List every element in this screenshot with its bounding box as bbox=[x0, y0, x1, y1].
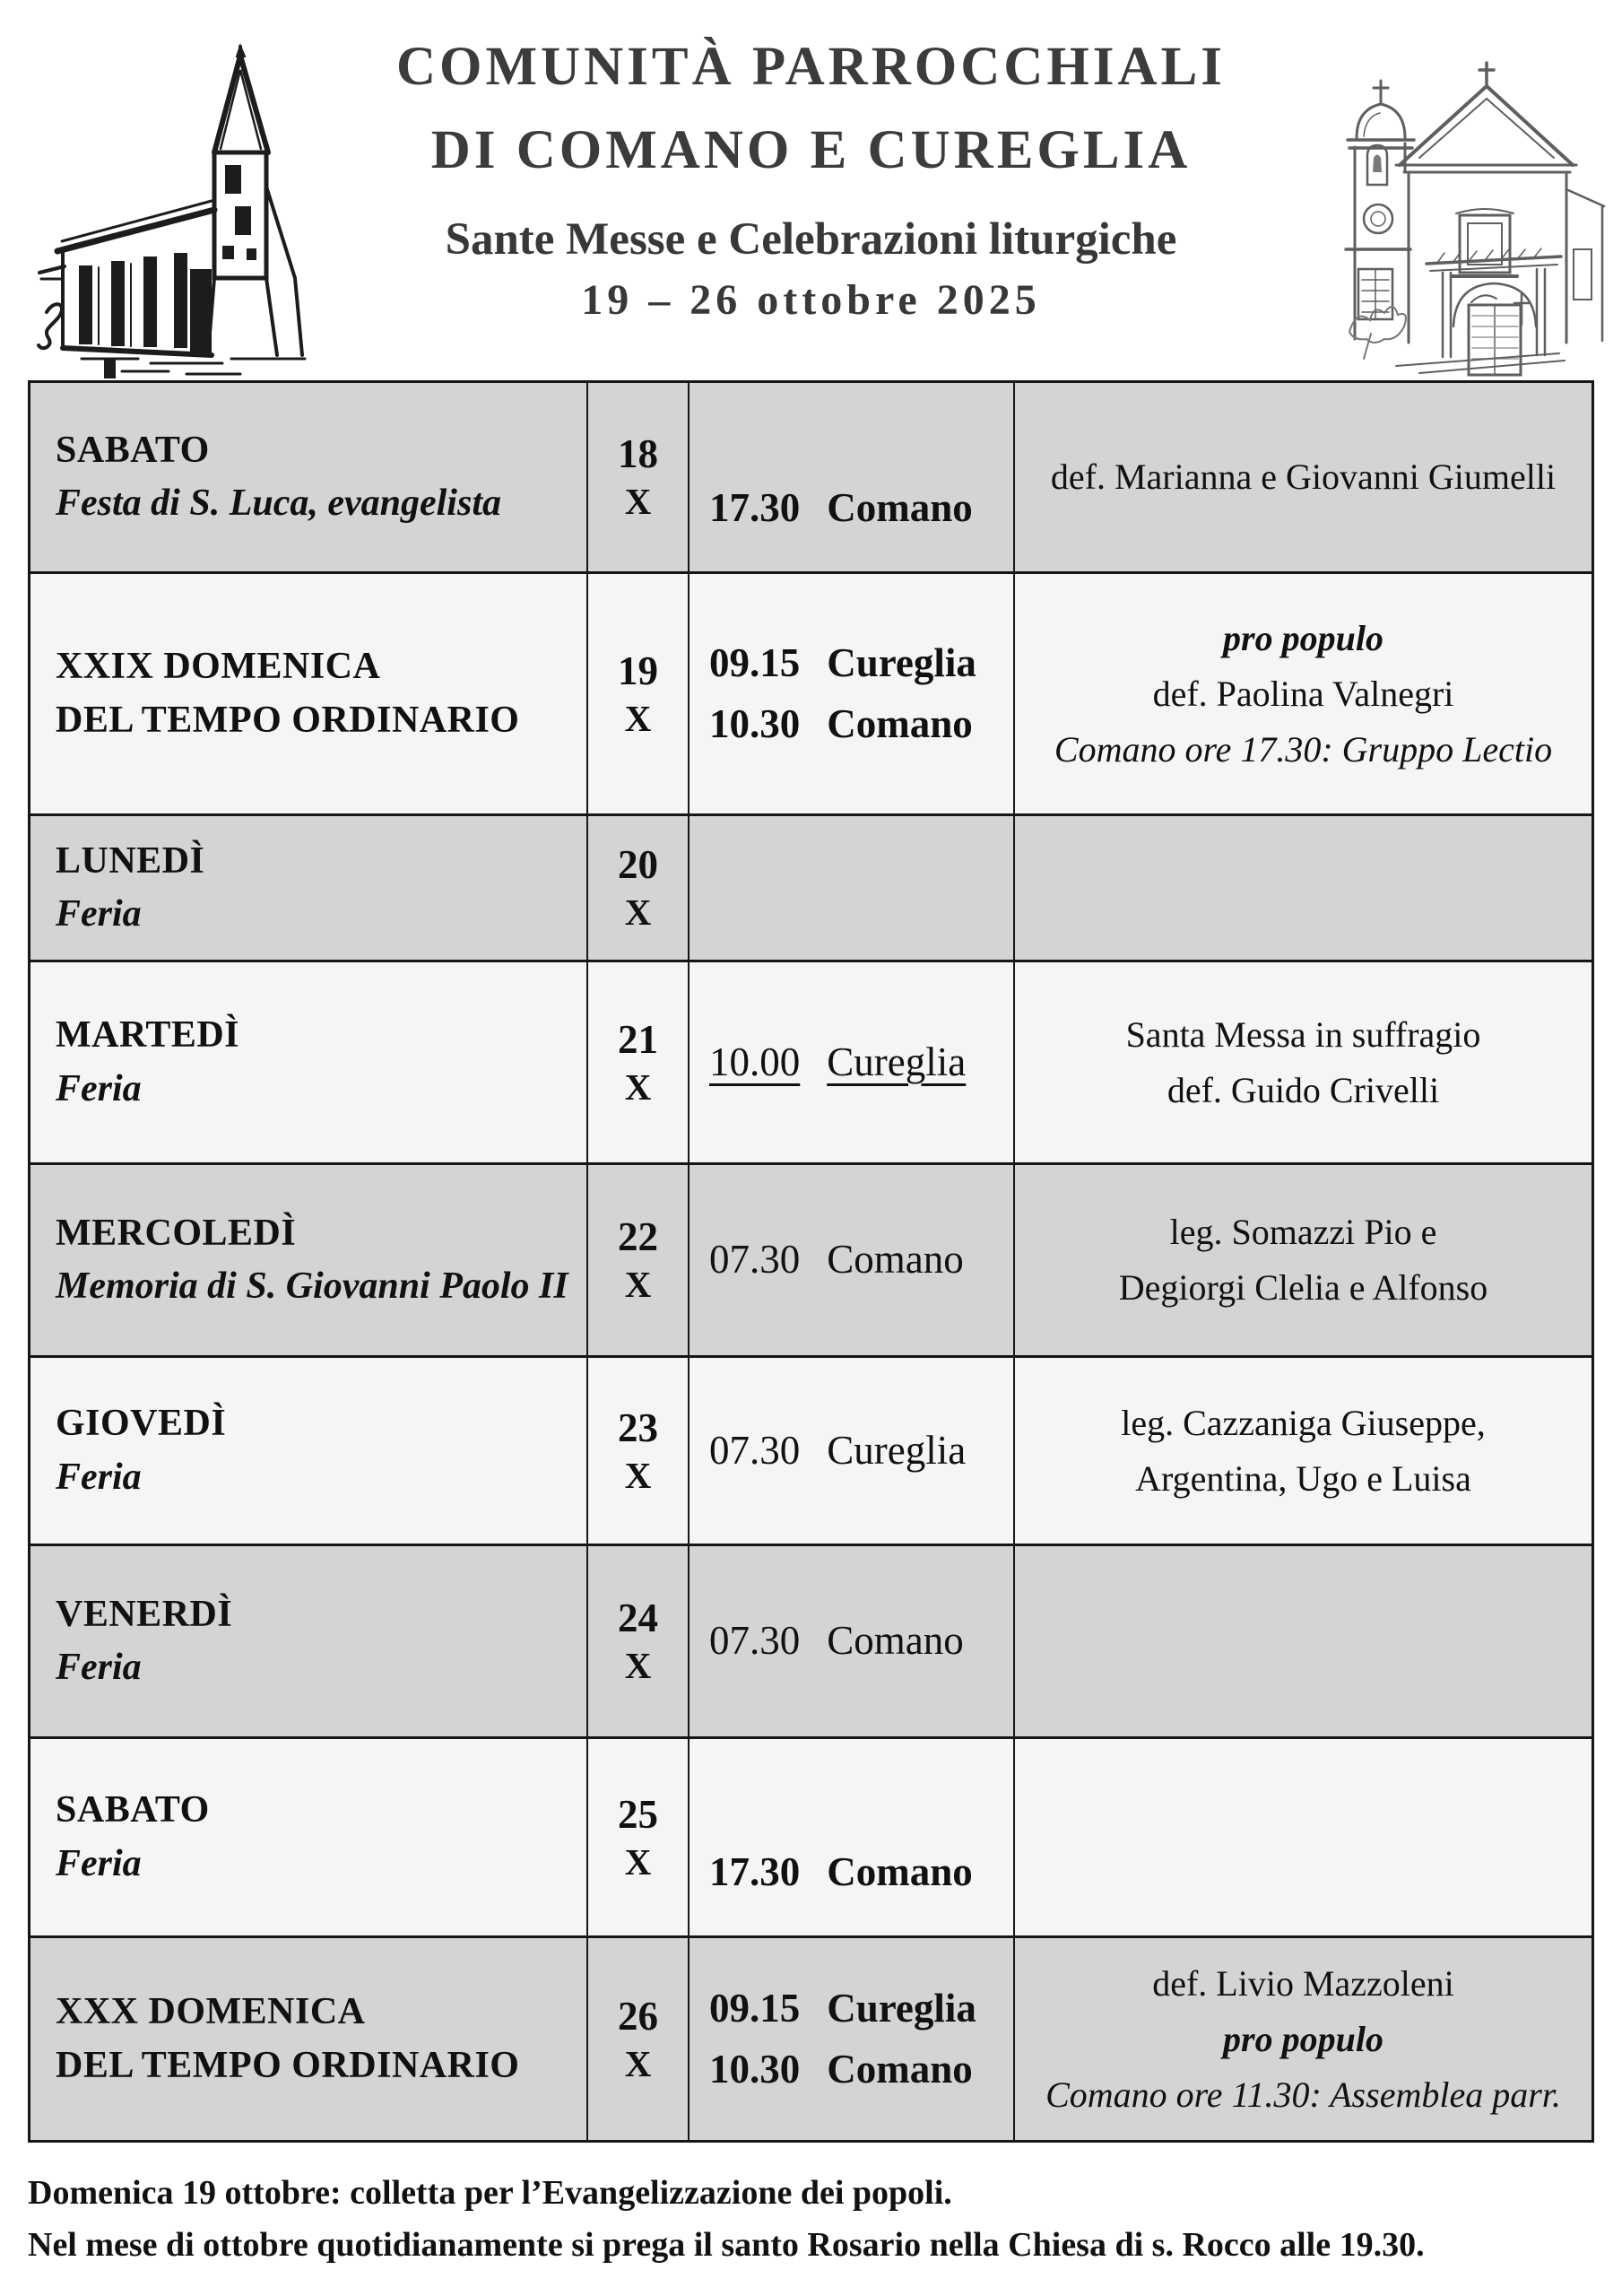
feast-name: Feria bbox=[56, 1067, 142, 1109]
intention-line: Argentina, Ugo e Luisa bbox=[1135, 1457, 1471, 1499]
intention-line: Comano ore 11.30: Assemblea parr. bbox=[1045, 2074, 1561, 2115]
church-sketch-left-icon bbox=[32, 43, 312, 382]
date-month-roman: X bbox=[624, 2042, 652, 2084]
mass-time bbox=[709, 486, 973, 531]
day-name: MARTEDÌ bbox=[56, 1014, 240, 1057]
mass-hour: 10.30 bbox=[709, 2046, 801, 2092]
table-row bbox=[30, 1938, 1592, 2140]
date-month-roman: X bbox=[624, 1264, 652, 1305]
day-cell bbox=[30, 1165, 588, 1355]
date-month-roman: X bbox=[624, 1840, 652, 1883]
mass-time bbox=[709, 1238, 964, 1283]
date-cell bbox=[588, 1739, 690, 1935]
mass-times-cell bbox=[690, 962, 1015, 1162]
intention-line: leg. Somazzi Pio e bbox=[1169, 1212, 1437, 1252]
table-row bbox=[30, 574, 1592, 816]
day-cell bbox=[30, 1739, 588, 1935]
mass-time bbox=[709, 641, 976, 686]
table-row bbox=[30, 383, 1592, 574]
mass-time bbox=[709, 1619, 964, 1664]
mass-place: Comano bbox=[827, 1848, 973, 1894]
mass-place: Cureglia bbox=[827, 1427, 967, 1473]
mass-time bbox=[709, 1850, 973, 1895]
page-title-line1: COMUNITÀ PARROCCHIALI bbox=[395, 37, 1226, 97]
intention-line: pro populo bbox=[1223, 2018, 1383, 2059]
date-number: 18 bbox=[618, 431, 658, 476]
date-number: 24 bbox=[618, 1596, 658, 1640]
day-name: SABATO bbox=[56, 1789, 210, 1831]
mass-place: Cureglia bbox=[827, 640, 976, 685]
intention-line: def. Guido Crivelli bbox=[1167, 1069, 1440, 1110]
mass-place: Cureglia bbox=[827, 1039, 967, 1084]
mass-times-cell bbox=[690, 1546, 1015, 1736]
table-row bbox=[30, 962, 1592, 1165]
mass-hour: 07.30 bbox=[709, 1237, 801, 1283]
day-name: LUNEDÌ bbox=[56, 839, 205, 882]
day-cell bbox=[30, 1938, 588, 2140]
day-name: SABATO bbox=[56, 429, 210, 471]
day-cell bbox=[30, 816, 588, 960]
schedule-table bbox=[28, 380, 1594, 2143]
date-number: 26 bbox=[618, 1993, 658, 2039]
date-month-roman: X bbox=[624, 1065, 652, 1108]
mass-times-cell bbox=[690, 816, 1015, 960]
footer-note-rosary: Nel mese di ottobre quotidianamente si prega il santo Rosario nella Chiesa di s. Rocco alle 19.30. bbox=[28, 2225, 1425, 2264]
day-cell bbox=[30, 383, 588, 571]
mass-times-cell bbox=[690, 1165, 1015, 1355]
footer-notes bbox=[28, 2168, 1594, 2272]
intentions-cell bbox=[1015, 1739, 1592, 1935]
intentions-cell bbox=[1015, 1358, 1592, 1544]
mass-times-cell bbox=[690, 574, 1015, 813]
mass-place: Comano bbox=[827, 700, 973, 746]
mass-time bbox=[709, 702, 973, 747]
mass-time bbox=[709, 2048, 973, 2092]
day-cell bbox=[30, 574, 588, 813]
date-cell bbox=[588, 1165, 690, 1355]
date-month-roman: X bbox=[624, 697, 652, 739]
feast-name: Festa di S. Luca, evangelista bbox=[56, 483, 501, 524]
church-sketch-right-icon bbox=[1337, 54, 1606, 377]
mass-place: Comano bbox=[827, 484, 973, 530]
day-cell bbox=[30, 1358, 588, 1544]
table-row bbox=[30, 816, 1592, 962]
intention-line: Degiorgi Clelia e Alfonso bbox=[1118, 1267, 1488, 1308]
title-block bbox=[318, 0, 1304, 322]
mass-hour: 07.30 bbox=[709, 1427, 801, 1473]
table-row bbox=[30, 1358, 1592, 1546]
date-cell bbox=[588, 1546, 690, 1736]
mass-time bbox=[709, 1040, 966, 1085]
day-cell bbox=[30, 962, 588, 1162]
intentions-cell bbox=[1015, 962, 1592, 1162]
date-cell bbox=[588, 816, 690, 960]
feast-name: Feria bbox=[56, 1842, 142, 1884]
date-month-roman: X bbox=[624, 481, 652, 522]
mass-time bbox=[709, 1987, 976, 2031]
mass-place: Comano bbox=[827, 2046, 973, 2092]
mass-place: Comano bbox=[827, 1618, 964, 1664]
date-month-roman: X bbox=[624, 1454, 652, 1496]
date-cell bbox=[588, 574, 690, 813]
intentions-cell bbox=[1015, 1165, 1592, 1355]
date-number: 25 bbox=[618, 1791, 658, 1837]
date-range: 19 – 26 ottobre 2025 bbox=[581, 276, 1041, 324]
date-cell bbox=[588, 1358, 690, 1544]
mass-hour: 09.15 bbox=[709, 1986, 801, 2031]
feast-name: Memoria di S. Giovanni Paolo II bbox=[56, 1265, 568, 1307]
mass-times-cell bbox=[690, 1739, 1015, 1935]
mass-hour: 10.00 bbox=[709, 1039, 801, 1084]
intention-line: pro populo bbox=[1223, 617, 1383, 658]
page-subtitle: Sante Messe e Celebrazioni liturgiche bbox=[445, 214, 1177, 265]
intentions-cell bbox=[1015, 574, 1592, 813]
day-name: XXIX DOMENICA bbox=[56, 646, 381, 688]
mass-hour: 17.30 bbox=[709, 1848, 801, 1894]
intentions-cell bbox=[1015, 1938, 1592, 2140]
intention-line: leg. Cazzaniga Giuseppe, bbox=[1121, 1402, 1486, 1443]
date-month-roman: X bbox=[624, 1645, 652, 1686]
date-month-roman: X bbox=[624, 891, 652, 933]
date-number: 19 bbox=[618, 648, 658, 693]
date-number: 21 bbox=[618, 1016, 658, 1062]
day-name: XXX DOMENICA bbox=[56, 1991, 366, 2033]
mass-place: Comano bbox=[827, 1237, 964, 1283]
intention-line: def. Livio Mazzoleni bbox=[1152, 1962, 1454, 2004]
intentions-cell bbox=[1015, 1546, 1592, 1736]
feast-name: Feria bbox=[56, 893, 142, 935]
date-cell bbox=[588, 1938, 690, 2140]
intention-line: def. Marianna e Giovanni Giumelli bbox=[1050, 457, 1557, 497]
day-name: VENERDÌ bbox=[56, 1593, 233, 1635]
mass-hour: 10.30 bbox=[709, 700, 801, 746]
intention-line: Santa Messa in suffragio bbox=[1125, 1013, 1481, 1055]
intention-line: def. Paolina Valnegri bbox=[1152, 673, 1454, 714]
date-cell bbox=[588, 383, 690, 571]
mass-hour: 17.30 bbox=[709, 484, 801, 530]
table-row bbox=[30, 1546, 1592, 1739]
day-name: GIOVEDÌ bbox=[56, 1403, 227, 1445]
mass-place: Cureglia bbox=[827, 1986, 976, 2031]
day-name: MERCOLEDÌ bbox=[56, 1212, 297, 1254]
table-row bbox=[30, 1165, 1592, 1358]
intentions-cell bbox=[1015, 816, 1592, 960]
page-title-line2: DI COMANO E CUREGLIA bbox=[430, 120, 1192, 180]
intentions-cell bbox=[1015, 383, 1592, 571]
mass-times-cell bbox=[690, 1358, 1015, 1544]
mass-times-cell bbox=[690, 383, 1015, 571]
feast-name: Feria bbox=[56, 1647, 142, 1688]
table-row bbox=[30, 1739, 1592, 1938]
day-name: DEL TEMPO ORDINARIO bbox=[56, 2044, 520, 2086]
date-number: 20 bbox=[618, 842, 658, 887]
header bbox=[0, 0, 1622, 380]
day-name: DEL TEMPO ORDINARIO bbox=[56, 699, 520, 741]
feast-name: Feria bbox=[56, 1456, 142, 1498]
footer-note-collection: Domenica 19 ottobre: colletta per l’Evangelizzazione dei popoli. bbox=[28, 2174, 952, 2212]
mass-times-cell bbox=[690, 1938, 1015, 2140]
mass-hour: 09.15 bbox=[709, 640, 801, 685]
date-number: 23 bbox=[618, 1405, 658, 1450]
mass-time bbox=[709, 1429, 966, 1474]
date-cell bbox=[588, 962, 690, 1162]
date-number: 22 bbox=[618, 1214, 658, 1259]
mass-hour: 07.30 bbox=[709, 1618, 801, 1664]
day-cell bbox=[30, 1546, 588, 1736]
intention-line: Comano ore 17.30: Gruppo Lectio bbox=[1054, 728, 1553, 770]
